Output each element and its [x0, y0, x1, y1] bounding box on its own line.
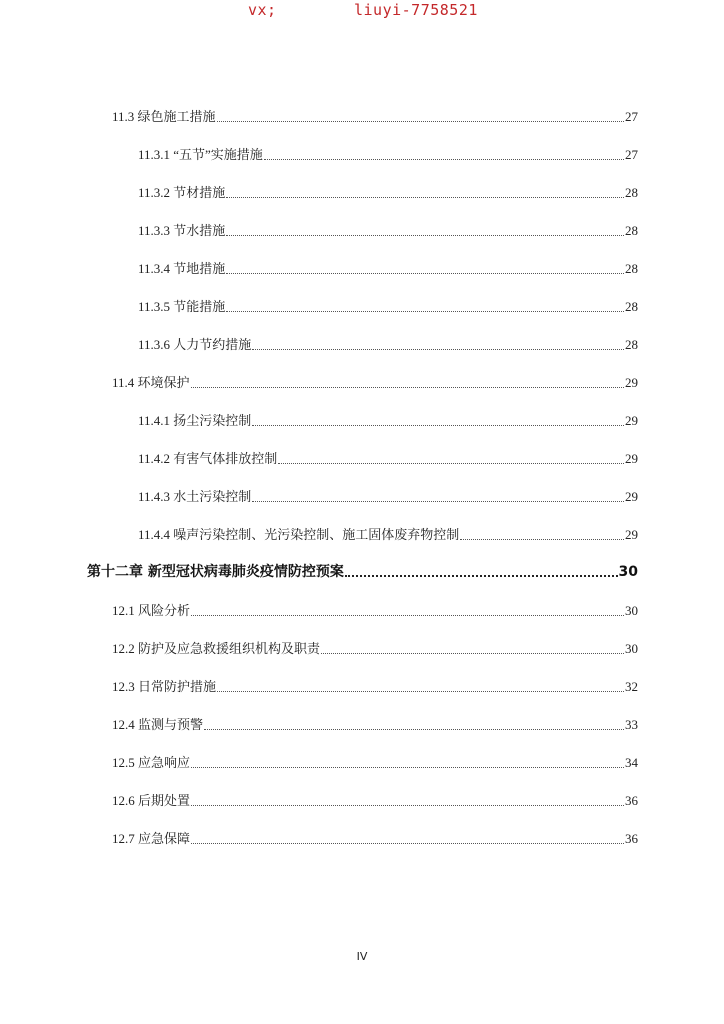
toc-entry-title: 11.4.3 水土污染控制: [138, 489, 252, 504]
toc-entry-title: 11.4.2 有害气体排放控制: [138, 451, 278, 466]
toc-entry-title: 12.6 后期处置: [112, 793, 191, 808]
toc-entry[interactable]: [138, 334, 638, 353]
toc-dot-leader: [191, 767, 624, 768]
toc-chapter-entry[interactable]: [87, 561, 638, 581]
toc-entry[interactable]: [112, 600, 638, 619]
toc-dot-leader: [191, 615, 624, 616]
toc-entry[interactable]: [138, 486, 638, 505]
toc-entry-page: 32: [625, 679, 638, 694]
toc-dot-leader: [191, 387, 624, 388]
toc-entry-title: 11.3.2 节材措施: [138, 185, 226, 200]
toc-entry-page: 28: [625, 223, 638, 238]
toc-entry-page: 30: [618, 564, 638, 580]
toc-entry-page: 29: [625, 413, 638, 428]
toc-entry-title: 11.4.1 扬尘污染控制: [138, 413, 252, 428]
toc-entry[interactable]: [112, 106, 638, 125]
watermark-contact-id: liuyi-7758521: [354, 1, 478, 19]
toc-dot-leader: [191, 805, 624, 806]
toc-entry-title: 11.4.4 噪声污染控制、光污染控制、施工固体废弃物控制: [138, 527, 460, 542]
toc-dot-leader: [252, 501, 624, 502]
toc-entry-title: 11.3.5 节能措施: [138, 299, 226, 314]
toc-dot-leader: [217, 691, 624, 692]
watermark-contact-label: vx;: [248, 1, 277, 19]
toc-entry-title: 11.3.1 “五节”实施措施: [138, 147, 263, 162]
toc-entry[interactable]: [112, 752, 638, 771]
page-number: IV: [356, 950, 368, 963]
toc-entry[interactable]: [138, 220, 638, 239]
toc-entry[interactable]: [138, 448, 638, 467]
toc-entry-page: 36: [625, 831, 638, 846]
toc-entry[interactable]: [112, 790, 638, 809]
toc-dot-leader: [226, 235, 624, 236]
toc-entry-title: 12.1 风险分析: [112, 603, 191, 618]
toc-entry-title: 第十二章 新型冠状病毒肺炎疫情防控预案: [87, 564, 344, 580]
toc-entry-title: 11.3.4 节地措施: [138, 261, 226, 276]
toc-entry-title: 12.7 应急保障: [112, 831, 191, 846]
toc-entry-title: 11.3 绿色施工措施: [112, 109, 216, 124]
toc-entry[interactable]: [138, 144, 638, 163]
toc-dot-leader: [278, 463, 624, 464]
toc-dot-leader: [191, 843, 624, 844]
toc-entry[interactable]: [112, 638, 638, 657]
toc-entry[interactable]: [138, 410, 638, 429]
toc-entry-page: 28: [625, 337, 638, 352]
toc-entry-page: 30: [625, 641, 638, 656]
toc-entry-page: 29: [625, 489, 638, 504]
toc-entry-title: 12.5 应急响应: [112, 755, 191, 770]
toc-entry[interactable]: [138, 524, 638, 543]
toc-dot-leader: [264, 159, 624, 160]
toc-entry-page: 33: [625, 717, 638, 732]
toc-entry[interactable]: [112, 828, 638, 847]
toc-entry-title: 12.3 日常防护措施: [112, 679, 217, 694]
toc-dot-leader: [252, 349, 624, 350]
toc-dot-leader: [345, 575, 618, 577]
toc-entry-title: 12.4 监测与预警: [112, 717, 204, 732]
toc-entry-page: 28: [625, 185, 638, 200]
toc-dot-leader: [321, 653, 624, 654]
toc-entry[interactable]: [138, 182, 638, 201]
toc-dot-leader: [226, 311, 624, 312]
toc-dot-leader: [226, 197, 624, 198]
toc-entry-title: 11.4 环境保护: [112, 375, 190, 390]
toc-entry[interactable]: [138, 296, 638, 315]
toc-dot-leader: [460, 539, 624, 540]
toc-entry-page: 36: [625, 793, 638, 808]
toc-entry-title: 11.3.6 人力节约措施: [138, 337, 252, 352]
toc-entry[interactable]: [112, 714, 638, 733]
toc-entry[interactable]: [112, 676, 638, 695]
toc-dot-leader: [204, 729, 624, 730]
toc-entry[interactable]: [138, 258, 638, 277]
toc-entry-page: 29: [625, 451, 638, 466]
toc-entry-page: 29: [625, 527, 638, 542]
toc-entry-page: 30: [625, 603, 638, 618]
toc-dot-leader: [252, 425, 624, 426]
toc-entry-page: 27: [625, 109, 638, 124]
toc-entry-title: 12.2 防护及应急救援组织机构及职责: [112, 641, 321, 656]
toc-entry-page: 27: [625, 147, 638, 162]
toc-dot-leader: [217, 121, 624, 122]
toc-entry-page: 29: [625, 375, 638, 390]
toc-entry[interactable]: [112, 372, 638, 391]
toc-dot-leader: [226, 273, 624, 274]
watermark: [0, 0, 724, 24]
toc-entry-page: 28: [625, 299, 638, 314]
toc-entry-page: 28: [625, 261, 638, 276]
toc-entry-page: 34: [625, 755, 638, 770]
toc-entry-title: 11.3.3 节水措施: [138, 223, 226, 238]
